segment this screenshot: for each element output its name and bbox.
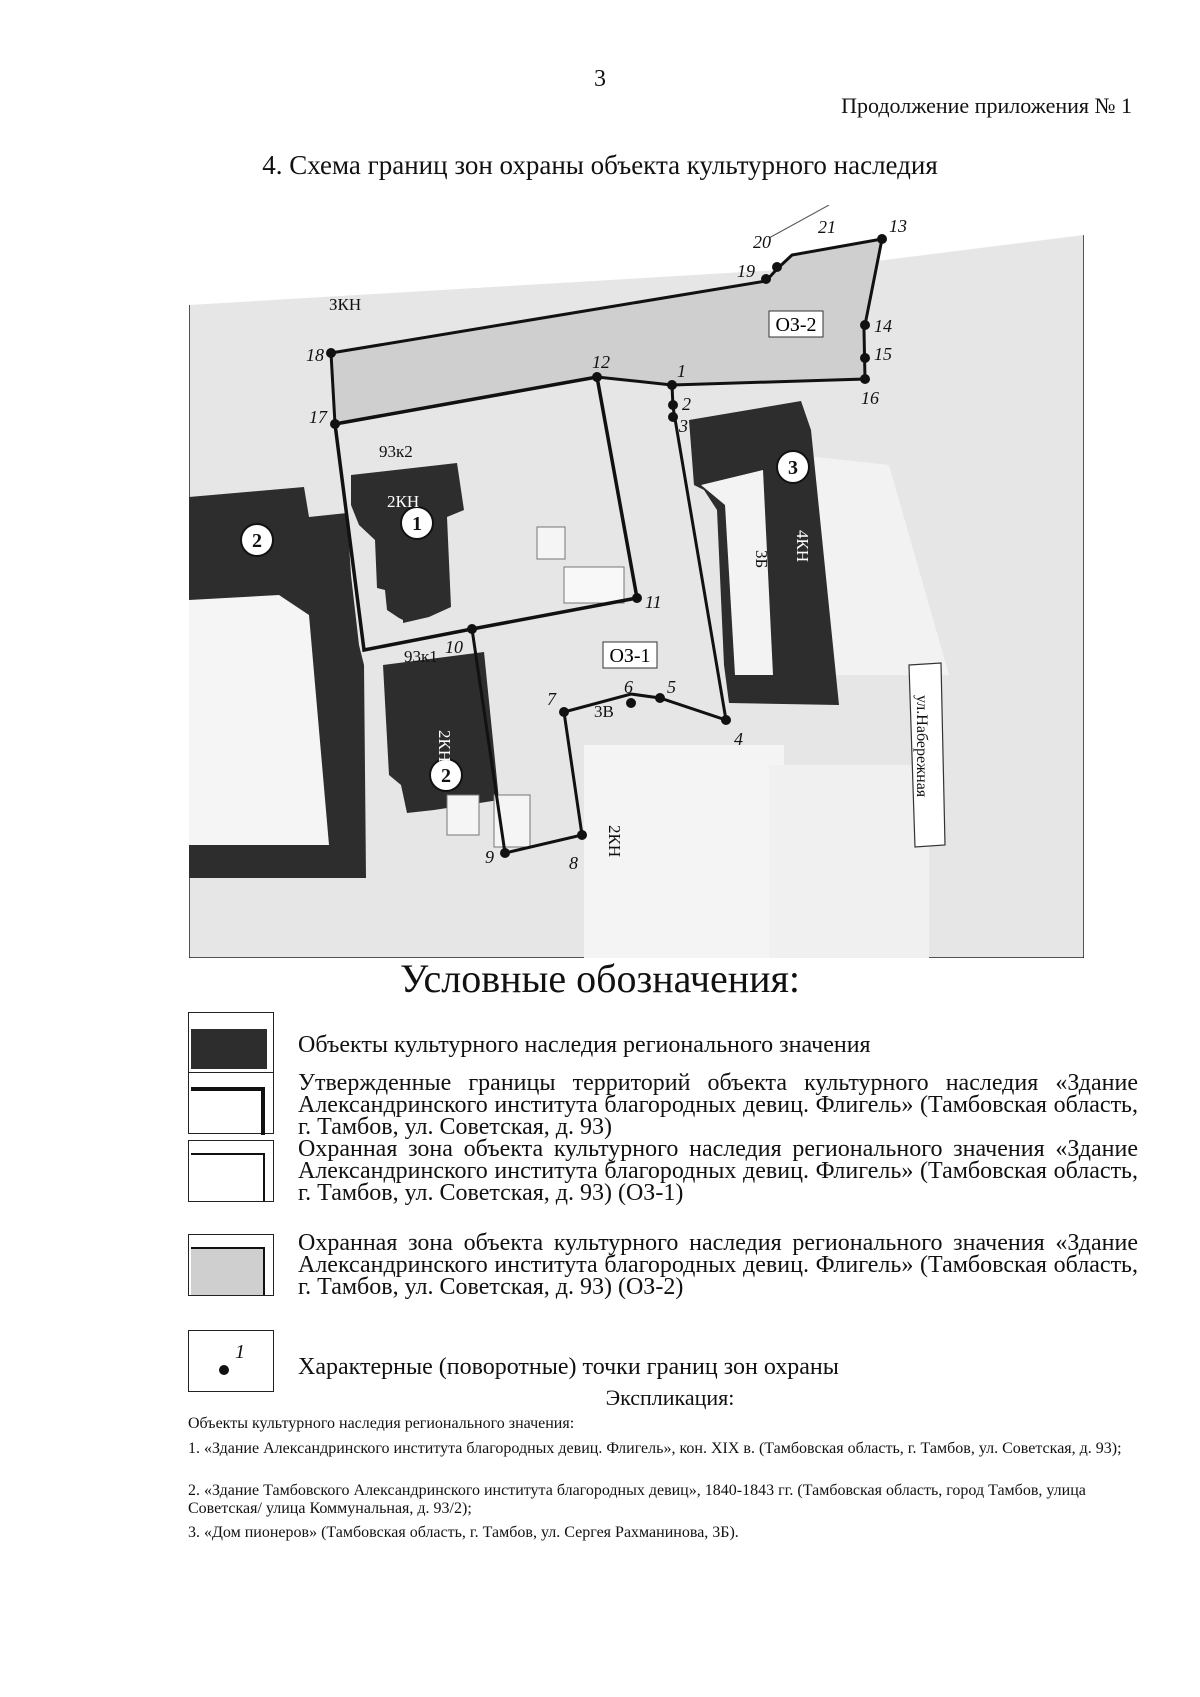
point-5-marker <box>655 693 665 703</box>
building-2a-number: 2 <box>252 530 262 552</box>
explication-intro: Объекты культурного наследия регионального значения: <box>188 1415 575 1432</box>
legend-swatch-approved-boundary <box>188 1072 274 1134</box>
point-17-label: 17 <box>309 407 327 427</box>
point-9-marker <box>500 848 510 858</box>
label-3b: 3Б <box>752 550 771 569</box>
label-93k1: 93к1 <box>404 647 438 666</box>
point-14-label: 14 <box>874 316 892 336</box>
point-16-label: 16 <box>861 388 879 408</box>
zone-oz2-label: ОЗ-2 <box>775 314 817 336</box>
point-1-marker <box>667 380 677 390</box>
legend-text-approved-boundary: Утвержденные границы территорий объекта культурного наследия «Здание Александринского института благородных девиц. Флигель» (Тамбовская область, г. Тамбов, ул. Советская, д. 93) <box>298 1070 1138 1140</box>
legend-swatch-oz1 <box>188 1140 274 1202</box>
point-18-label: 18 <box>306 345 324 365</box>
building-3-number: 3 <box>788 457 798 479</box>
point-10-label: 10 <box>445 637 463 657</box>
zone-oz1-label: ОЗ-1 <box>609 645 651 667</box>
legend-swatch-oz2 <box>188 1234 274 1296</box>
point-10-marker <box>467 624 477 634</box>
point-15-label: 15 <box>874 344 892 364</box>
point-4-label: 4 <box>734 729 743 749</box>
building-2-west-yard <box>189 595 329 845</box>
page-number: 3 <box>594 66 606 92</box>
point-16-marker <box>860 374 870 384</box>
point-12-marker <box>592 372 602 382</box>
point-11-marker <box>632 593 642 603</box>
explication-item-2: 2. «Здание Тамбовского Александринского института благородных девиц», 1840-1843 гг. (Тамбовская область, город Тамбов, улица Советская/ улица Коммунальная, д. 93/2); <box>188 1482 1086 1517</box>
point-17-marker <box>330 419 340 429</box>
label-93k2: 93к2 <box>379 442 413 461</box>
point-3-label: 3 <box>679 416 688 436</box>
point-13-label: 13 <box>889 216 907 236</box>
point-8-label: 8 <box>569 853 578 873</box>
building-1-number: 1 <box>412 513 422 535</box>
small-building-b <box>564 567 624 603</box>
point-2-marker <box>668 400 678 410</box>
small-building-c <box>447 795 479 835</box>
point-18-marker <box>326 348 336 358</box>
point-6-marker <box>626 698 636 708</box>
label-kn2b: 2КН <box>435 730 454 763</box>
point-19-marker <box>761 274 771 284</box>
protection-zone-map <box>189 205 1084 958</box>
appendix-continuation: Продолжение приложения № 1 <box>841 93 1132 118</box>
legend-text-oz2: Охранная зона объекта культурного наследия регионального значения «Здание Александринского института благородных девиц. Флигель» (Тамбовская область, г. Тамбов, ул. Советская, д. 93) (ОЗ-2) <box>298 1230 1138 1300</box>
legend-point-marker <box>219 1365 229 1375</box>
label-3v: 3В <box>594 702 614 721</box>
legend-title: Условные обозначения: <box>399 956 801 1001</box>
explication-title: Экспликация: <box>605 1385 735 1410</box>
legend-text-turning-points: Характерные (поворотные) точки границ зон охраны <box>298 1354 839 1380</box>
point-11-label: 11 <box>645 592 662 612</box>
point-21-label: 21 <box>818 217 836 237</box>
point-4-marker <box>721 715 731 725</box>
label-kn2c: 2КН <box>605 825 624 858</box>
label-zkn: ЗКН <box>329 295 362 314</box>
point-1-label: 1 <box>677 361 686 381</box>
point-12-label: 12 <box>592 352 610 372</box>
legend-swatch-point <box>188 1330 274 1392</box>
legend-item-oz1 <box>188 1136 1138 1230</box>
point-20-marker <box>772 262 782 272</box>
point-14-marker <box>860 320 870 330</box>
point-8-marker <box>577 830 587 840</box>
legend-swatch-heritage <box>188 1012 274 1074</box>
small-building-a <box>537 527 565 559</box>
point-15-marker <box>860 353 870 363</box>
point-19-label: 19 <box>737 261 755 281</box>
label-kn4: 4КН <box>793 530 812 563</box>
legend-text-oz1: Охранная зона объекта культурного наследия регионального значения «Здание Александринского института благородных девиц. Флигель» (Тамбовская область, г. Тамбов, ул. Советская, д. 93) (ОЗ-1) <box>298 1136 1138 1206</box>
point-13-marker <box>877 234 887 244</box>
lot-white-southeast <box>769 765 929 958</box>
point-6-label: 6 <box>624 677 633 697</box>
explication-item-1: 1. «Здание Александринского института благородных девиц. Флигель», кон. XIX в. (Тамбовская область, г. Тамбов, ул. Советская, д. 93); <box>188 1440 1122 1457</box>
legend-point-label: 1 <box>235 1341 245 1363</box>
point-20-label: 20 <box>753 232 771 252</box>
point-5-label: 5 <box>667 677 676 697</box>
point-9-label: 9 <box>485 847 494 867</box>
scheme-title: 4. Схема границ зон охраны объекта культурного наследия <box>262 150 938 180</box>
building-2b-number: 2 <box>441 765 451 787</box>
legend-item-oz2 <box>188 1230 1138 1324</box>
legend-text-heritage: Объекты культурного наследия регионального значения <box>298 1032 871 1058</box>
label-street: ул.Набережная <box>913 695 930 798</box>
point-7-label: 7 <box>547 689 556 709</box>
point-3-marker <box>668 412 678 422</box>
point-2-label: 2 <box>682 394 691 414</box>
explication-item-3: 3. «Дом пионеров» (Тамбовская область, г. Тамбов, ул. Сергея Рахманинова, 3Б). <box>188 1524 739 1541</box>
point-7-marker <box>559 707 569 717</box>
label-kn2a: 2КН <box>387 492 420 511</box>
